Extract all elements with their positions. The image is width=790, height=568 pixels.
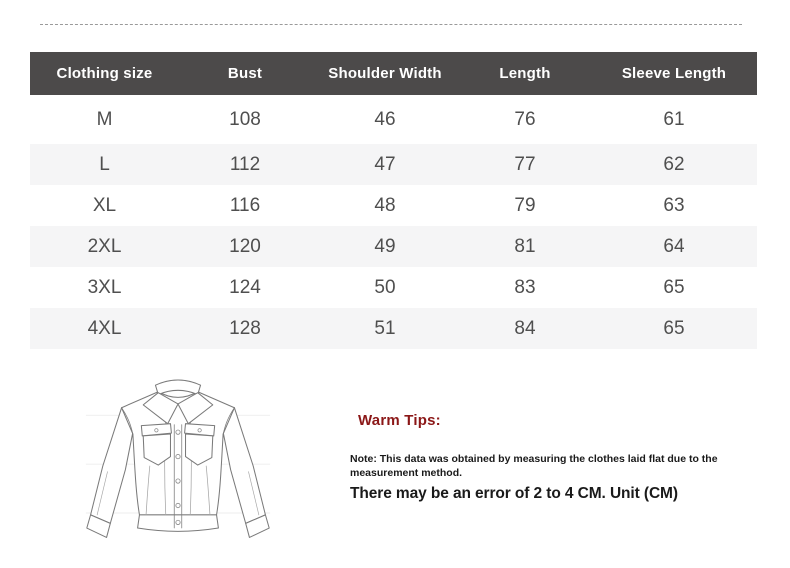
- cell-length: 76: [514, 108, 536, 130]
- cell-shoulder: 49: [374, 235, 396, 257]
- cell-shoulder: 51: [374, 317, 396, 339]
- measurement-note: Note: This data was obtained by measuring the clothes laid flat due to the measurement method.: [350, 453, 718, 480]
- cell-length: 81: [514, 235, 536, 257]
- cell-length: 77: [514, 153, 536, 175]
- table-row-l: [30, 144, 757, 185]
- cell-length: 84: [514, 317, 536, 339]
- cell-size: 3XL: [87, 276, 122, 298]
- cell-size: XL: [92, 194, 117, 216]
- cell-shoulder: 50: [374, 276, 396, 298]
- cell-bust: 120: [229, 235, 261, 257]
- cell-shoulder: 47: [374, 153, 396, 175]
- cell-sleeve: 62: [663, 153, 685, 175]
- cell-size: 2XL: [87, 235, 122, 257]
- cell-length: 83: [514, 276, 536, 298]
- table-row-3xl: [30, 267, 757, 308]
- table-row-4xl: [30, 308, 757, 349]
- error-margin-note: There may be an error of 2 to 4 CM. Unit (CM): [350, 485, 678, 503]
- header-sleeve-length: Sleeve Length: [591, 52, 757, 95]
- cell-size: L: [99, 153, 110, 175]
- cell-sleeve: 61: [663, 108, 685, 130]
- cell-shoulder: 46: [374, 108, 396, 130]
- table-row-2xl: [30, 226, 757, 267]
- table-header-row: [30, 52, 757, 95]
- table-row-m: [30, 95, 757, 144]
- table-row-xl: [30, 185, 757, 226]
- cell-sleeve: 65: [663, 276, 685, 298]
- cell-size: 4XL: [87, 317, 122, 339]
- top-dashed-divider: [40, 24, 742, 25]
- header-shoulder-width: Shoulder Width: [311, 52, 459, 95]
- cell-bust: 116: [229, 194, 261, 216]
- header-length: Length: [459, 52, 591, 95]
- jacket-line-drawing-icon: [84, 372, 272, 560]
- cell-sleeve: 63: [663, 194, 685, 216]
- size-table: [30, 52, 757, 349]
- cell-sleeve: 65: [663, 317, 685, 339]
- cell-sleeve: 64: [663, 235, 685, 257]
- cell-bust: 112: [229, 153, 261, 175]
- cell-size: M: [96, 108, 113, 130]
- cell-shoulder: 48: [374, 194, 396, 216]
- header-clothing-size: Clothing size: [30, 52, 179, 95]
- header-bust: Bust: [179, 52, 311, 95]
- cell-bust: 108: [229, 108, 261, 130]
- cell-bust: 124: [229, 276, 261, 298]
- cell-length: 79: [514, 194, 536, 216]
- warm-tips-title: Warm Tips:: [358, 412, 441, 429]
- warm-tips-block: [350, 412, 770, 503]
- cell-bust: 128: [229, 317, 261, 339]
